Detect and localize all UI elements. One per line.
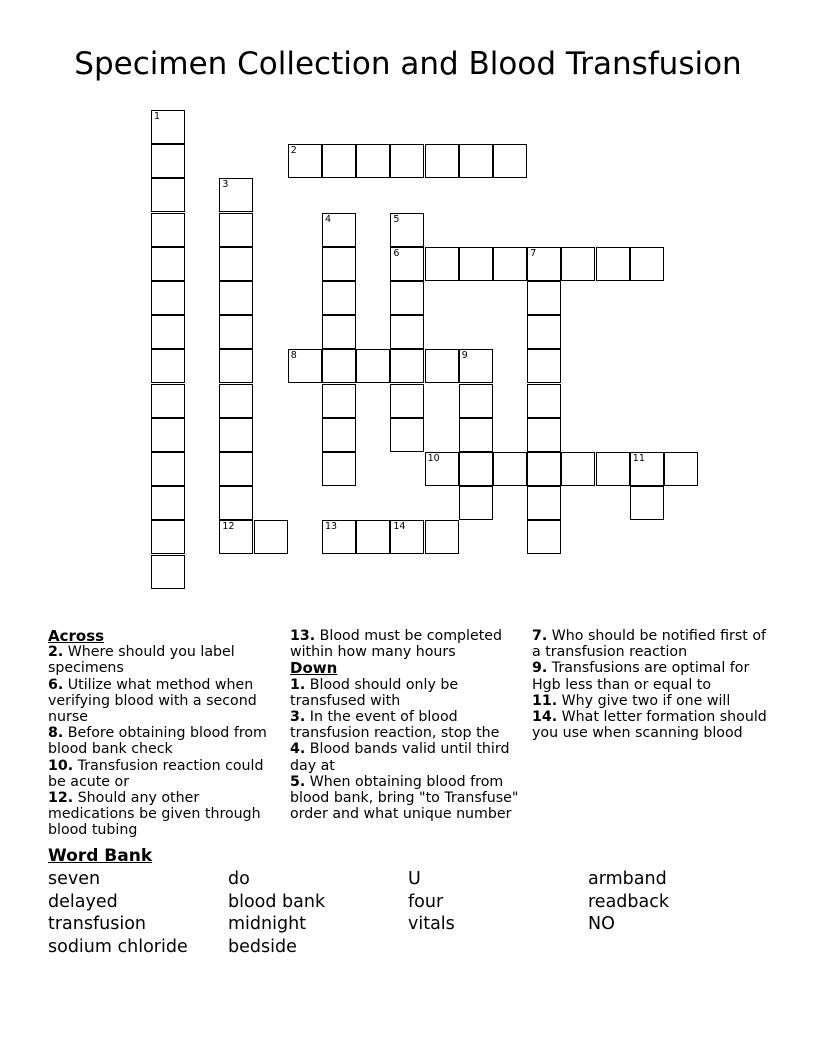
cell-number: 9 [461,350,468,362]
crossword-cell[interactable] [459,486,493,520]
word-bank-word: delayed [48,891,118,912]
crossword-cell[interactable] [459,349,493,383]
clue-down-14: 14. What letter formation should you use when scanning blood [532,709,767,742]
crossword-cell[interactable] [459,452,493,486]
word-bank-heading: Word Bank [48,846,153,866]
clue-down-4: 4. Blood bands valid until third day at [290,741,510,774]
word-bank-word: bedside [228,936,297,957]
crossword-cell[interactable] [219,452,253,486]
crossword-cell[interactable] [288,144,322,178]
clue-across-12: 12. Should any other medications be given through blood tubing [48,790,261,839]
crossword-cell[interactable] [219,281,253,315]
crossword-cell[interactable] [219,247,253,281]
clue-across-10: 10. Transfusion reaction could be acute or [48,757,264,790]
crossword-cell[interactable] [219,520,253,554]
crossword-cell[interactable] [322,144,356,178]
crossword-cell[interactable] [322,315,356,349]
crossword-cell[interactable] [219,418,253,452]
clue-across-13: 13. Blood must be completed within how many hours [290,628,503,661]
cell-number: 14 [393,521,406,533]
crossword-cell[interactable] [322,281,356,315]
crossword-cell[interactable] [151,452,185,486]
crossword-cell[interactable] [630,247,664,281]
cell-number: 3 [222,179,229,191]
crossword-cell[interactable] [390,247,424,281]
crossword-cell[interactable] [322,452,356,486]
crossword-cell[interactable] [322,384,356,418]
clue-down-11: 11. Why give two if one will [532,692,731,709]
clue-across-2: 2. Where should you label specimens [48,644,235,677]
crossword-cell[interactable] [493,247,527,281]
crossword-cell[interactable] [425,520,459,554]
cell-number: 5 [393,213,400,225]
crossword-cell[interactable] [390,520,424,554]
crossword-cell[interactable] [527,247,561,281]
crossword-cell[interactable] [254,520,288,554]
word-bank-column [588,868,768,936]
clue-down-7: 7. Who should be notified first of a transfusion reaction [532,628,767,661]
crossword-cell[interactable] [151,384,185,418]
word-bank-word: U [408,869,421,889]
crossword-cell[interactable] [219,178,253,212]
crossword-cell[interactable] [322,349,356,383]
crossword-cell[interactable] [219,486,253,520]
word-bank-column [228,868,408,958]
crossword-cell[interactable] [390,144,424,178]
cell-number: 11 [632,453,645,464]
crossword-cell[interactable] [630,486,664,520]
crossword-cell[interactable] [596,452,630,486]
crossword-cell[interactable] [151,418,185,452]
clue-down-3: 3. In the event of blood transfusion reaction, stop the [290,709,500,742]
clues-column-1 [48,628,280,839]
word-bank-word: blood bank [228,891,326,912]
crossword-cell[interactable] [151,555,185,589]
crossword-cell[interactable] [151,110,185,144]
clue-down-5: 5. When obtaining blood from blood bank, bring "to Transfuse" order and what unique number [290,773,519,823]
crossword-cell[interactable] [493,144,527,178]
crossword-cell[interactable] [219,315,253,349]
crossword-cell[interactable] [151,281,185,315]
crossword-cell[interactable] [425,452,459,486]
cell-number: 4 [325,213,332,225]
down-heading: Down [290,659,338,678]
cell-number: 6 [393,247,400,259]
cell-number: 1 [154,111,161,122]
crossword-cell[interactable] [596,247,630,281]
crossword-cell[interactable] [219,349,253,383]
crossword-cell[interactable] [527,315,561,349]
crossword-cell[interactable] [390,315,424,349]
word-bank-word: do [228,869,250,889]
crossword-cell[interactable] [322,213,356,247]
crossword-cell[interactable] [356,520,390,554]
crossword-cell[interactable] [664,452,698,486]
crossword-cell[interactable] [322,418,356,452]
crossword-cell[interactable] [459,418,493,452]
across-heading: Across [48,627,105,645]
crossword-cell[interactable] [390,213,424,247]
crossword-cell[interactable] [630,452,664,486]
cell-number: 7 [530,247,537,259]
word-bank-word: vitals [408,914,455,934]
crossword-cell[interactable] [527,418,561,452]
crossword-cell[interactable] [390,384,424,418]
crossword-cell[interactable] [151,178,185,212]
crossword-cell[interactable] [151,144,185,178]
crossword-cell[interactable] [493,452,527,486]
crossword-cell[interactable] [527,384,561,418]
crossword-cell[interactable] [288,349,322,383]
word-bank-column [48,868,228,958]
crossword-cell[interactable] [561,247,595,281]
crossword-cell[interactable] [425,144,459,178]
crossword-cell[interactable] [390,349,424,383]
word-bank-word: NO [588,914,615,934]
crossword-cell[interactable] [151,247,185,281]
word-bank-word: sodium chloride [48,936,188,957]
clue-across-8: 8. Before obtaining blood from blood bank check [48,725,267,758]
crossword-cell[interactable] [322,520,356,554]
clues-column-3 [532,628,772,741]
crossword-cell[interactable] [527,452,561,486]
page-title: Specimen Collection and Blood Transfusion [74,46,742,82]
crossword-cell[interactable] [527,520,561,554]
crossword-cell[interactable] [151,520,185,554]
crossword-cell[interactable] [527,281,561,315]
crossword-cell[interactable] [561,452,595,486]
crossword-cell[interactable] [425,247,459,281]
word-bank-word: transfusion [48,914,147,934]
crossword-cell[interactable] [322,247,356,281]
word-bank-word: four [408,891,444,912]
crossword-cell[interactable] [527,349,561,383]
cell-number: 12 [222,521,235,533]
crossword-cell[interactable] [151,349,185,383]
word-bank-word: armband [588,869,667,889]
word-bank-word: midnight [228,914,307,934]
crossword-cell[interactable] [151,315,185,349]
crossword-cell[interactable] [151,213,185,247]
crossword-cell[interactable] [151,486,185,520]
word-bank-word: readback [588,891,669,912]
clue-across-6: 6. Utilize what method when verifying blood with a second nurse [48,676,257,726]
cell-number: 10 [427,453,440,464]
crossword-cell[interactable] [356,349,390,383]
crossword-cell[interactable] [390,418,424,452]
clues-column-2 [290,628,522,822]
crossword-cell[interactable] [390,281,424,315]
word-bank-word: seven [48,869,101,889]
crossword-cell[interactable] [219,213,253,247]
crossword-cell[interactable] [459,247,493,281]
crossword-cell[interactable] [527,486,561,520]
crossword-cell[interactable] [459,144,493,178]
crossword-cell[interactable] [425,349,459,383]
crossword-cell[interactable] [356,144,390,178]
clue-down-9: 9. Transfusions are optimal for Hgb less than or equal to [532,660,750,693]
word-bank-column [408,868,588,936]
crossword-cell[interactable] [219,384,253,418]
cell-number: 8 [290,350,297,362]
cell-number: 13 [325,521,338,533]
cell-number: 2 [290,145,297,157]
crossword-cell[interactable] [459,384,493,418]
clue-down-1: 1. Blood should only be transfused with [290,676,459,709]
